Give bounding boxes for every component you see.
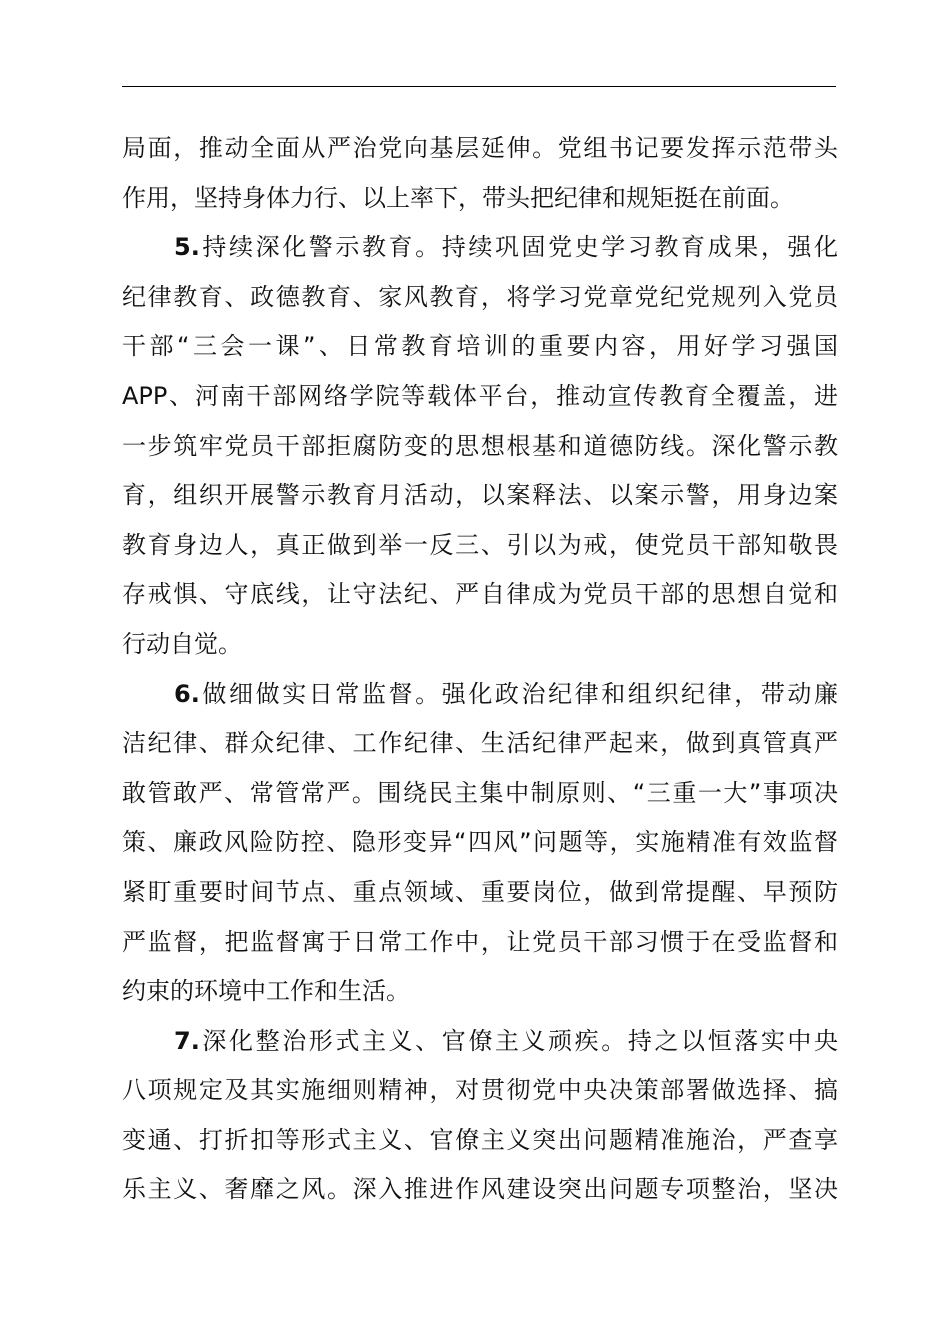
text-line: 严监督，把监督寓于日常工作中，让党员干部习惯于在受监督和: [122, 927, 838, 956]
text-line: 行动自觉。: [122, 629, 242, 658]
text-line: APP、河南干部网络学院等载体平台，推动宣传教育全覆盖，进: [122, 381, 838, 410]
text-line: 紧盯重要时间节点、重点领域、重要岗位，做到常提醒、早预防: [122, 877, 838, 906]
item-number-7: 7.: [174, 1026, 200, 1055]
item-7-title: 深化整治形式主义、官僚主义顽疾。持之以恒落实中央: [199, 1026, 838, 1055]
text-line: 育，组织开展警示教育月活动，以案释法、以案示警，用身边案: [122, 481, 838, 510]
text-line: 存戒惧、守底线，让守法纪、严自律成为党员干部的思想自觉和: [122, 580, 838, 609]
text-line: 一步筑牢党员干部拒腐防变的思想根基和道德防线。深化警示教: [122, 431, 838, 460]
text-line: 策、廉政风险防控、隐形变异“四风”问题等，实施精准有效监督: [122, 828, 838, 857]
text-line: 敢管敢严、常管常严。围绕民主集中制原则、“三重一大”事项决: [122, 778, 838, 807]
item-number-6: 6.: [174, 679, 200, 708]
text-line: 局面，推动全面从严治党向基层延伸。党组书记要发挥示范带头: [122, 134, 838, 162]
item-5-title: 持续深化警示教育。持续巩固党史学习教育成果，强化: [199, 233, 838, 262]
item-6-heading-line: [122, 670, 838, 720]
text-line: 变通、打折扣等形式主义、官僚主义突出问题精准施治，严查享: [122, 1125, 838, 1154]
item-7-heading-line: [122, 1017, 838, 1067]
text-line: 乐主义、奢靡之风。深入推进作风建设突出问题专项整治，坚决: [122, 1175, 838, 1204]
text-line: 约束的环境中工作和生活。: [122, 977, 410, 1006]
item-number-5: 5.: [174, 233, 200, 262]
text-line: 干部“三会一课”、日常教育培训的重要内容，用好学习强国: [122, 332, 838, 361]
text-line: 作用，坚持身体力行、以上率下，带头把纪律和规矩挺在前面。: [122, 183, 794, 212]
text-line: 八项规定及其实施细则精神，对贯彻党中央决策部署做选择、搞: [122, 1076, 838, 1105]
item-5-heading-line: [122, 223, 838, 273]
document-body: [122, 124, 838, 1215]
text-line: 纪律教育、政德教育、家风教育，将学习党章党纪党规列入党员: [122, 282, 838, 311]
text-line: 洁纪律、群众纪律、工作纪律、生活纪律严起来，做到真管真严: [122, 729, 838, 758]
header-rule: [122, 86, 836, 87]
item-6-title: 做细做实日常监督。强化政治纪律和组织纪律，带动廉: [199, 679, 838, 708]
text-line: 教育身边人，真正做到举一反三、引以为戒，使党员干部知敬畏: [122, 530, 838, 559]
